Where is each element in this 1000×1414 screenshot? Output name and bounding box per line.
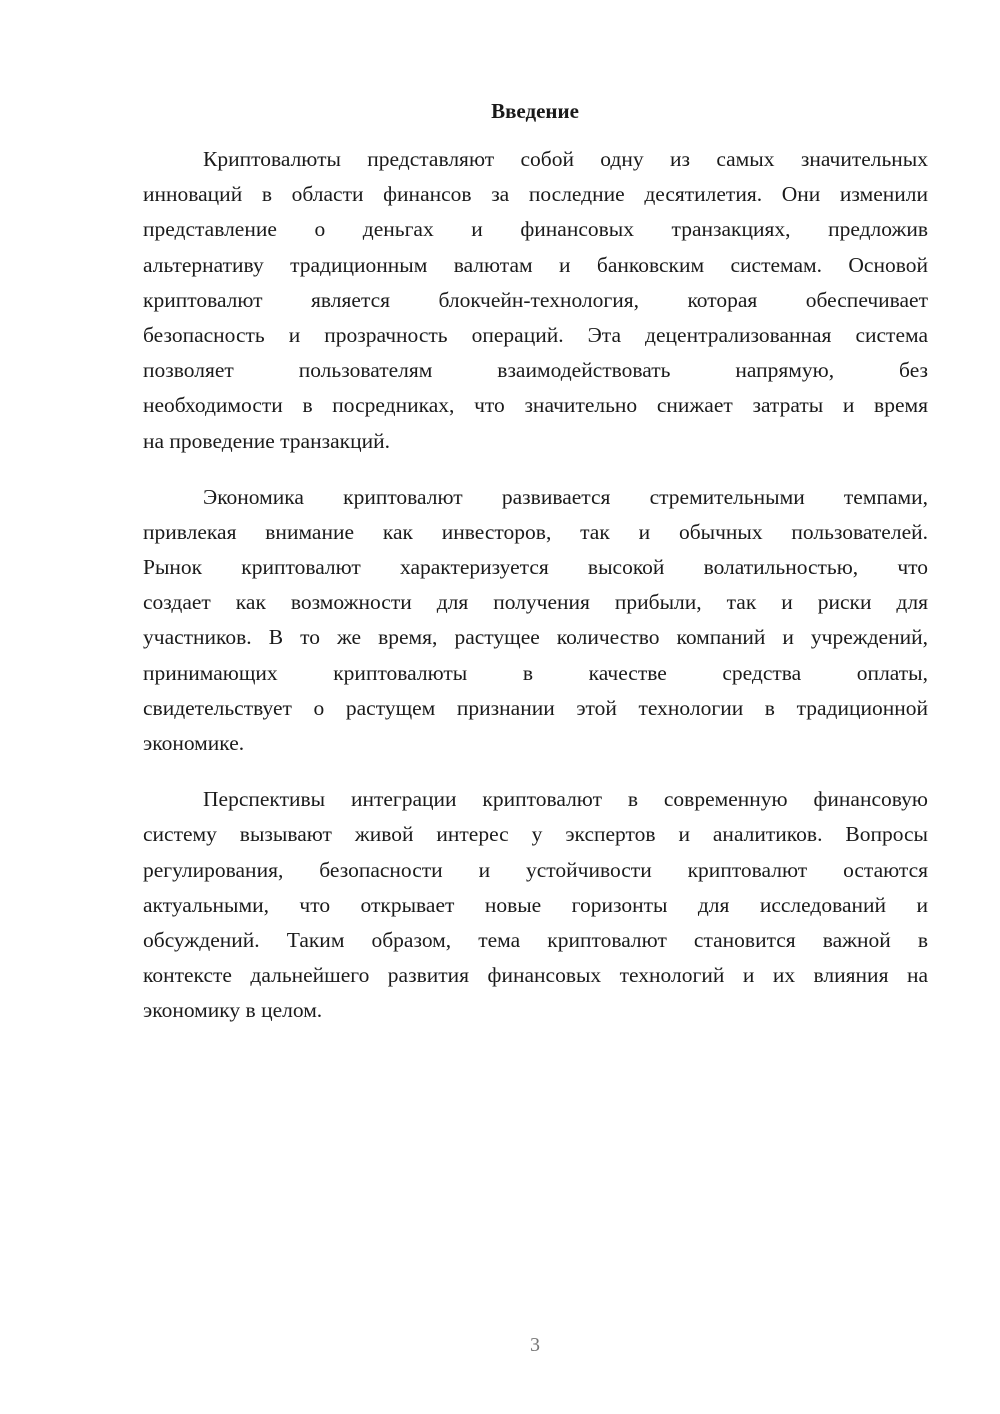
text-line: Рынок криптовалют характеризуется высокой волатильностью, что [143,555,928,580]
text-line: альтернативу традиционным валютам и банковским системам. Основой [143,252,928,277]
text-line: экономике. [143,731,245,755]
paragraph [143,782,928,1028]
text-line: инноваций в области финансов за последние десятилетия. Они изменили [143,182,928,207]
text-line: актуальными, что открывает новые горизонты для исследований и [143,892,928,917]
text-line: Криптовалюты представляют собой одну из самых значительных [203,147,928,171]
page-number: 3 [530,1334,540,1356]
text-line: экономику в целом. [143,998,323,1023]
text-line: необходимости в посредниках, что значительно снижает затраты и время [143,393,928,418]
text-line: на проведение транзакций. [143,428,390,453]
text-line: регулирования, безопасности и устойчивости криптовалют остаются [143,857,928,882]
text-line: систему вызывают живой интерес у экспертов и аналитиков. Вопросы [143,822,928,847]
text-line: Экономика криптовалют развивается стремительными темпами, [203,484,928,509]
text-line: привлекая внимание как инвесторов, так и обычных пользователей. [143,519,928,544]
text-line: представление о деньгах и финансовых транзакциях, предложив [143,217,928,242]
text-line: свидетельствует о растущем признании этой технологии в традиционной [143,695,928,720]
text-line: принимающих криптовалюты в качестве средства оплаты, [143,660,928,685]
text-line: обсуждений. Таким образом, тема криптовалют становится важной в [143,927,928,952]
text-line: позволяет пользователям взаимодействовать напрямую, без [143,358,928,383]
text-line: криптовалют является блокчейн-технология, которая обеспечивает [143,287,928,312]
text-line: Перспективы интеграции криптовалют в современную финансовую [203,787,928,812]
text-line: участников. В то же время, растущее количество компаний и учреждений, [143,625,928,650]
page-title: Введение [491,99,579,123]
text-line: контексте дальнейшего развития финансовых технологий и их влияния на [143,963,928,988]
text-line: безопасность и прозрачность операций. Эта децентрализованная система [143,322,928,347]
text-line: создает как возможности для получения прибыли, так и риски для [143,590,928,615]
paragraph [143,142,928,459]
document-body [143,142,928,1050]
paragraph [143,480,928,762]
